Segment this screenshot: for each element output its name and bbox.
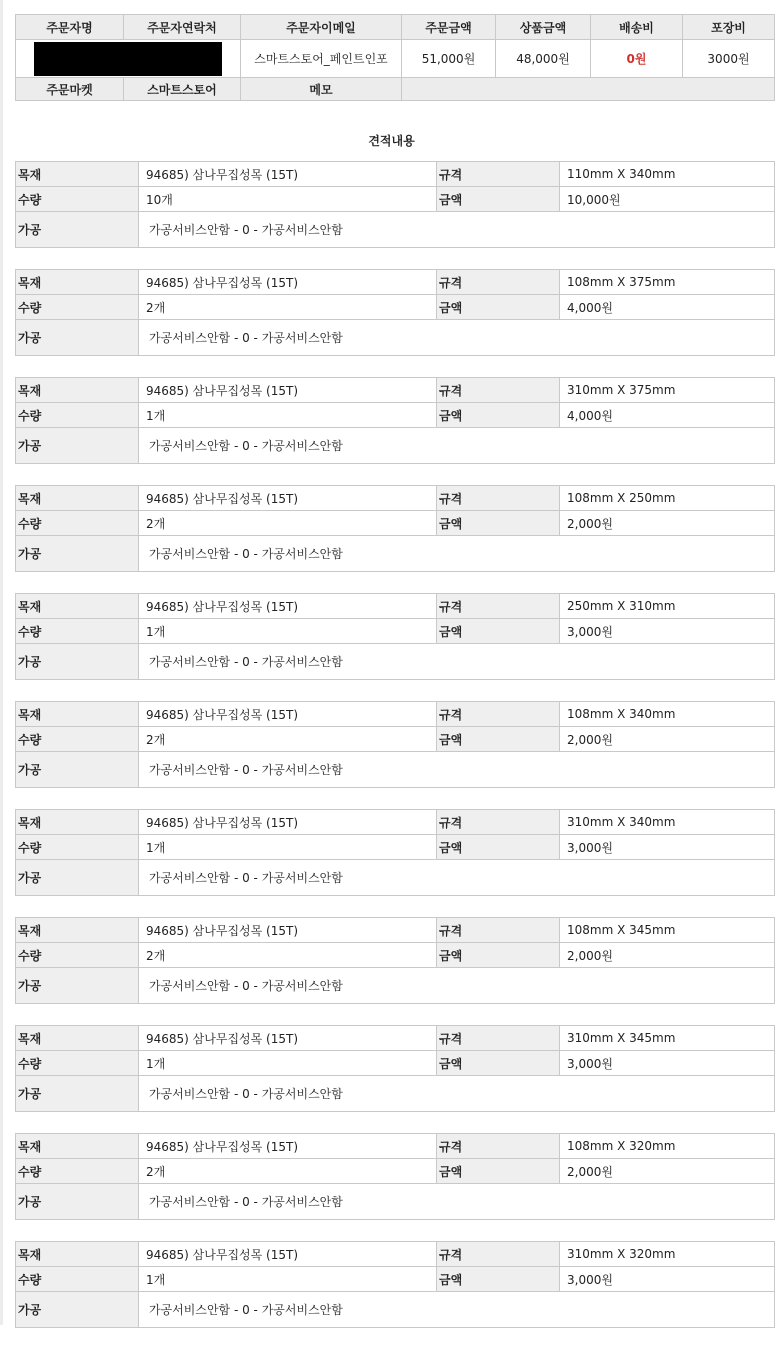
quote-item (15, 269, 775, 356)
quote-row-processing (16, 212, 775, 248)
quote-row-wood (16, 486, 775, 511)
wood-value: 94685) 삼나무집성목 (15T) (139, 1134, 437, 1159)
processing-label: 가공 (16, 428, 139, 464)
quote-row-qty (16, 727, 775, 752)
qty-label: 수량 (16, 511, 139, 536)
qty-value: 1개 (139, 619, 437, 644)
quote-item (15, 1133, 775, 1220)
packaging-fee-value: 3000원 (683, 40, 775, 78)
quote-row-wood (16, 378, 775, 403)
quote-row-wood (16, 1134, 775, 1159)
spec-value: 108mm X 250mm (560, 486, 775, 511)
amount-value: 2,000원 (560, 511, 775, 536)
wood-value: 94685) 삼나무집성목 (15T) (139, 270, 437, 295)
wood-label: 목재 (16, 486, 139, 511)
quote-row-qty (16, 295, 775, 320)
processing-label: 가공 (16, 1292, 139, 1328)
quote-row-processing (16, 1184, 775, 1220)
processing-value: 가공서비스안함 - 0 - 가공서비스안함 (139, 536, 775, 572)
quote-item (15, 1025, 775, 1112)
wood-value: 94685) 삼나무집성목 (15T) (139, 702, 437, 727)
order-summary-table (15, 14, 775, 101)
quote-row-qty (16, 1159, 775, 1184)
quote-row-qty (16, 187, 775, 212)
quote-row-qty (16, 403, 775, 428)
processing-label: 가공 (16, 536, 139, 572)
spec-label: 규격 (437, 918, 560, 943)
spec-label: 규격 (437, 702, 560, 727)
qty-label: 수량 (16, 619, 139, 644)
qty-label: 수량 (16, 1051, 139, 1076)
quote-item (15, 593, 775, 680)
quote-item (15, 1241, 775, 1328)
spec-label: 규격 (437, 270, 560, 295)
amount-label: 금액 (437, 295, 560, 320)
spec-value: 310mm X 375mm (560, 378, 775, 403)
qty-value: 1개 (139, 835, 437, 860)
amount-label: 금액 (437, 835, 560, 860)
processing-label: 가공 (16, 320, 139, 356)
spec-value: 108mm X 320mm (560, 1134, 775, 1159)
amount-value: 4,000원 (560, 403, 775, 428)
amount-value: 3,000원 (560, 619, 775, 644)
spec-label: 규격 (437, 1242, 560, 1267)
wood-value: 94685) 삼나무집성목 (15T) (139, 594, 437, 619)
quote-row-wood (16, 270, 775, 295)
wood-value: 94685) 삼나무집성목 (15T) (139, 1026, 437, 1051)
header-orderer-name: 주문자명 (16, 15, 124, 40)
spec-value: 110mm X 340mm (560, 162, 775, 187)
amount-value: 3,000원 (560, 1051, 775, 1076)
qty-value: 1개 (139, 403, 437, 428)
processing-label: 가공 (16, 968, 139, 1004)
amount-label: 금액 (437, 727, 560, 752)
amount-label: 금액 (437, 619, 560, 644)
wood-label: 목재 (16, 1134, 139, 1159)
wood-label: 목재 (16, 918, 139, 943)
spec-label: 규격 (437, 594, 560, 619)
wood-value: 94685) 삼나무집성목 (15T) (139, 1242, 437, 1267)
order-market-label: 주문마켓 (16, 78, 124, 101)
quote-row-processing (16, 320, 775, 356)
wood-label: 목재 (16, 810, 139, 835)
spec-value: 108mm X 340mm (560, 702, 775, 727)
qty-value: 2개 (139, 511, 437, 536)
quote-row-processing (16, 1292, 775, 1328)
amount-label: 금액 (437, 511, 560, 536)
processing-value: 가공서비스안함 - 0 - 가공서비스안함 (139, 1184, 775, 1220)
shipping-fee-value: 0원 (591, 40, 683, 78)
order-header-row (16, 15, 775, 40)
processing-value: 가공서비스안함 - 0 - 가공서비스안함 (139, 860, 775, 896)
memo-value (402, 78, 775, 101)
qty-value: 2개 (139, 727, 437, 752)
header-shipping-fee: 배송비 (591, 15, 683, 40)
wood-value: 94685) 삼나무집성목 (15T) (139, 378, 437, 403)
qty-value: 2개 (139, 943, 437, 968)
quote-row-processing (16, 428, 775, 464)
spec-value: 310mm X 345mm (560, 1026, 775, 1051)
qty-value: 1개 (139, 1267, 437, 1292)
quote-row-wood (16, 810, 775, 835)
processing-value: 가공서비스안함 - 0 - 가공서비스안함 (139, 752, 775, 788)
spec-label: 규격 (437, 1134, 560, 1159)
wood-label: 목재 (16, 378, 139, 403)
qty-label: 수량 (16, 835, 139, 860)
wood-label: 목재 (16, 1026, 139, 1051)
order-amount-value: 51,000원 (402, 40, 496, 78)
header-order-amount: 주문금액 (402, 15, 496, 40)
order-values-row (16, 40, 775, 78)
wood-value: 94685) 삼나무집성목 (15T) (139, 486, 437, 511)
processing-label: 가공 (16, 1076, 139, 1112)
processing-label: 가공 (16, 860, 139, 896)
quote-row-processing (16, 752, 775, 788)
order-market-value: 스마트스토어 (124, 78, 241, 101)
amount-value: 3,000원 (560, 1267, 775, 1292)
amount-label: 금액 (437, 1159, 560, 1184)
qty-label: 수량 (16, 1267, 139, 1292)
quote-row-processing (16, 644, 775, 680)
processing-label: 가공 (16, 752, 139, 788)
wood-label: 목재 (16, 594, 139, 619)
amount-label: 금액 (437, 187, 560, 212)
quote-row-qty (16, 943, 775, 968)
quote-row-qty (16, 835, 775, 860)
estimate-title: 견적내용 (368, 134, 415, 148)
wood-label: 목재 (16, 1242, 139, 1267)
wood-value: 94685) 삼나무집성목 (15T) (139, 810, 437, 835)
processing-value: 가공서비스안함 - 0 - 가공서비스안함 (139, 212, 775, 248)
quote-row-processing (16, 1076, 775, 1112)
amount-value: 2,000원 (560, 727, 775, 752)
order-meta-row (16, 78, 775, 101)
processing-label: 가공 (16, 212, 139, 248)
quote-item (15, 917, 775, 1004)
spec-label: 규격 (437, 810, 560, 835)
quote-row-wood (16, 1242, 775, 1267)
header-packaging-fee: 포장비 (683, 15, 775, 40)
processing-value: 가공서비스안함 - 0 - 가공서비스안함 (139, 644, 775, 680)
quote-row-qty (16, 1267, 775, 1292)
amount-label: 금액 (437, 1267, 560, 1292)
spec-value: 108mm X 345mm (560, 918, 775, 943)
quote-row-wood (16, 594, 775, 619)
product-amount-value: 48,000원 (496, 40, 591, 78)
spec-value: 108mm X 375mm (560, 270, 775, 295)
orderer-email-value: 스마트스토어_페인트인포 (241, 40, 402, 78)
quote-row-wood (16, 162, 775, 187)
qty-label: 수량 (16, 727, 139, 752)
quote-item (15, 701, 775, 788)
processing-value: 가공서비스안함 - 0 - 가공서비스안함 (139, 1076, 775, 1112)
page-left-rule (0, 0, 3, 1325)
qty-label: 수량 (16, 187, 139, 212)
qty-value: 2개 (139, 295, 437, 320)
processing-value: 가공서비스안함 - 0 - 가공서비스안함 (139, 428, 775, 464)
amount-label: 금액 (437, 1051, 560, 1076)
quote-row-processing (16, 536, 775, 572)
qty-label: 수량 (16, 1159, 139, 1184)
processing-value: 가공서비스안함 - 0 - 가공서비스안함 (139, 968, 775, 1004)
qty-value: 2개 (139, 1159, 437, 1184)
quote-row-wood (16, 702, 775, 727)
quote-item (15, 809, 775, 896)
wood-label: 목재 (16, 270, 139, 295)
wood-label: 목재 (16, 702, 139, 727)
wood-value: 94685) 삼나무집성목 (15T) (139, 918, 437, 943)
spec-value: 310mm X 340mm (560, 810, 775, 835)
header-product-amount: 상품금액 (496, 15, 591, 40)
amount-label: 금액 (437, 403, 560, 428)
amount-value: 10,000원 (560, 187, 775, 212)
processing-label: 가공 (16, 1184, 139, 1220)
amount-value: 3,000원 (560, 835, 775, 860)
qty-label: 수량 (16, 403, 139, 428)
quote-row-qty (16, 619, 775, 644)
wood-value: 94685) 삼나무집성목 (15T) (139, 162, 437, 187)
amount-label: 금액 (437, 943, 560, 968)
quote-item (15, 377, 775, 464)
processing-value: 가공서비스안함 - 0 - 가공서비스안함 (139, 1292, 775, 1328)
quote-list (15, 161, 774, 1349)
spec-value: 250mm X 310mm (560, 594, 775, 619)
qty-label: 수량 (16, 295, 139, 320)
quote-row-processing (16, 968, 775, 1004)
quote-row-qty (16, 1051, 775, 1076)
quote-item (15, 485, 775, 572)
orderer-info-cell (16, 40, 241, 78)
redacted-orderer-info (34, 42, 222, 76)
spec-value: 310mm X 320mm (560, 1242, 775, 1267)
amount-value: 4,000원 (560, 295, 775, 320)
amount-value: 2,000원 (560, 1159, 775, 1184)
processing-label: 가공 (16, 644, 139, 680)
header-orderer-contact: 주문자연락처 (124, 15, 241, 40)
spec-label: 규격 (437, 162, 560, 187)
qty-label: 수량 (16, 943, 139, 968)
quote-item (15, 161, 775, 248)
quote-row-qty (16, 511, 775, 536)
spec-label: 규격 (437, 378, 560, 403)
qty-value: 1개 (139, 1051, 437, 1076)
spec-label: 규격 (437, 1026, 560, 1051)
quote-row-processing (16, 860, 775, 896)
quote-row-wood (16, 918, 775, 943)
wood-label: 목재 (16, 162, 139, 187)
processing-value: 가공서비스안함 - 0 - 가공서비스안함 (139, 320, 775, 356)
amount-value: 2,000원 (560, 943, 775, 968)
header-orderer-email: 주문자이메일 (241, 15, 402, 40)
qty-value: 10개 (139, 187, 437, 212)
quote-row-wood (16, 1026, 775, 1051)
spec-label: 규격 (437, 486, 560, 511)
memo-label: 메모 (241, 78, 402, 101)
